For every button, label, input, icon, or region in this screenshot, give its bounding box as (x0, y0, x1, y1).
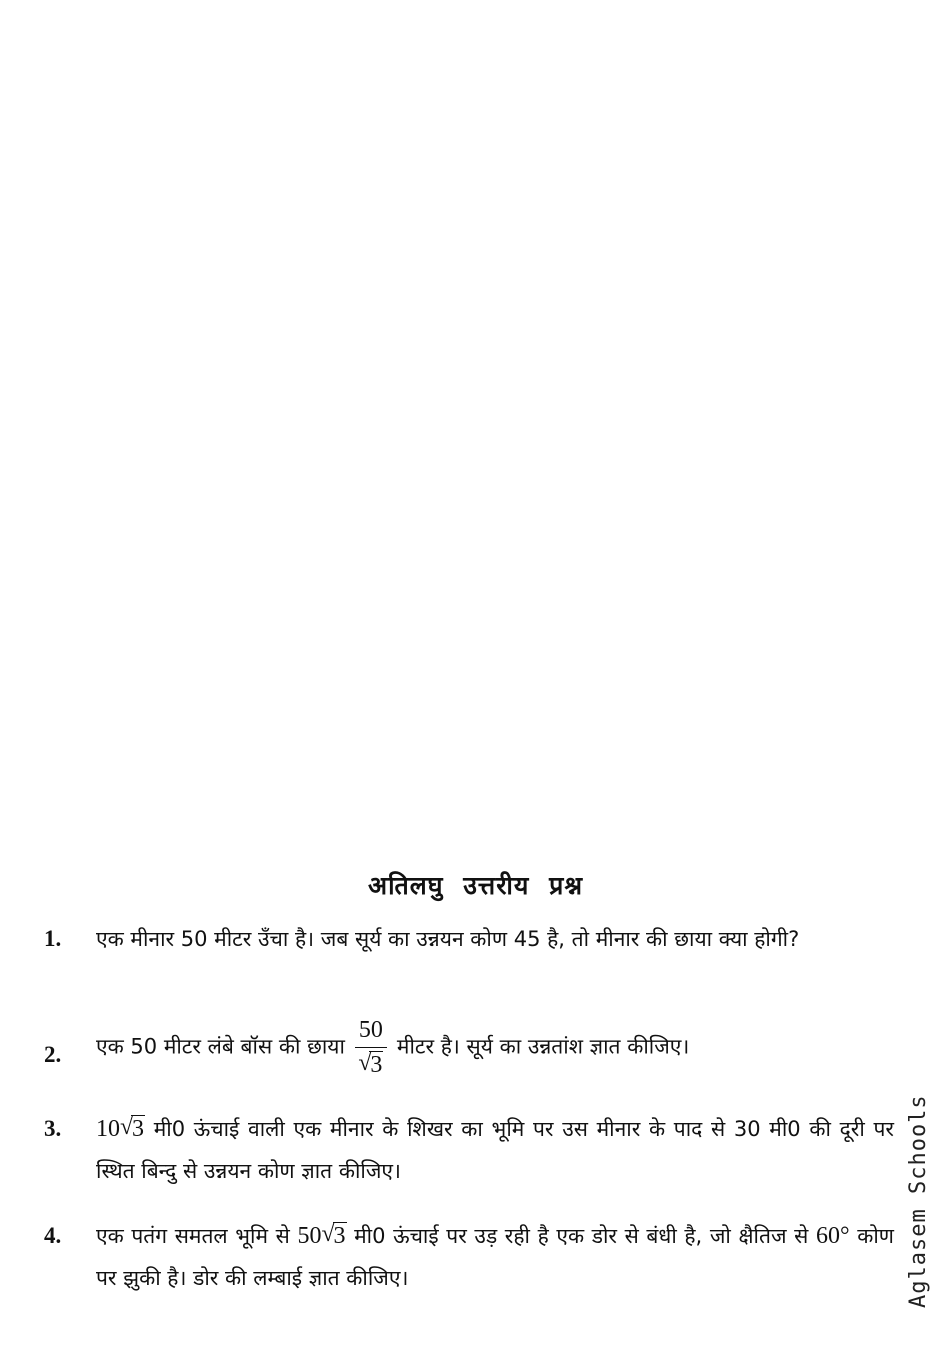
square-root (358, 1051, 383, 1079)
angle-value: 60° (815, 1223, 850, 1249)
question-text-middle: मी0 ऊंचाई पर उड़ रही है एक डोर से बंधी है, जो क्षैतिज से (354, 1224, 809, 1248)
square-root (120, 1108, 145, 1150)
math-expression (298, 1223, 347, 1249)
radicand: 3 (132, 1116, 144, 1142)
question-text: एक मीनार 50 मीटर उँचा है। जब सूर्य का उन्नयन कोण 45 है, तो मीनार की छाया क्या होगी? (96, 927, 800, 951)
section-heading: अतिलघु उत्तरीय प्रश्न (367, 871, 584, 900)
radical-sign-icon: √ (321, 1221, 335, 1247)
question-text-before: एक पतंग समतल भूमि से (96, 1224, 290, 1248)
watermark: Aglasem Schools (906, 1094, 931, 1308)
radical-sign-icon: √ (120, 1114, 134, 1140)
question-number: 3. (44, 1116, 62, 1141)
question-number: 2. (44, 1042, 62, 1067)
question-text-before: एक 50 मीटर लंबे बॉस की छाया (96, 1034, 345, 1059)
question-text (96, 1215, 894, 1299)
radicand: 3 (370, 1052, 383, 1078)
fraction (355, 1016, 387, 1079)
fraction-numerator: 50 (355, 1016, 387, 1048)
radical-sign-icon: √ (358, 1050, 372, 1076)
fraction-denominator (355, 1048, 387, 1079)
question-text (96, 1016, 894, 1079)
question-text-after: कोण पर झुकी है। डोर की लम्बाई ज्ञात कीजिए। (96, 1224, 894, 1290)
question-number: 1. (44, 926, 62, 951)
question-text (96, 1108, 894, 1192)
coefficient: 10 (96, 1116, 120, 1142)
coefficient: 50 (297, 1223, 322, 1249)
question-text-after: मी0 ऊंचाई वाली एक मीनार के शिखर का भूमि पर उस मीनार के पाद से 30 मी0 की दूरी पर स्थित बिन्दु से उन्नयन कोण ज्ञात कीजिए। (96, 1117, 894, 1183)
radicand: 3 (333, 1223, 346, 1249)
math-expression (96, 1116, 145, 1142)
question-text-after: मीटर है। सूर्य का उन्नतांश ज्ञात कीजिए। (396, 1034, 690, 1059)
question-number: 4. (44, 1223, 62, 1248)
square-root (322, 1215, 347, 1257)
